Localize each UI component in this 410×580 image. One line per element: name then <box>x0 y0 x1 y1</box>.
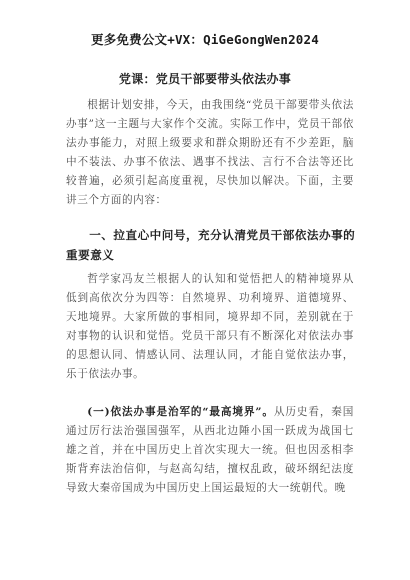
subsection-heading: (一)依法办事是治军的“最高境界”。 <box>87 406 274 418</box>
intro-paragraph: 根据计划安排，今天，由我围绕“党员干部要带头依法办事”这一主题与大家作个交流。实际工作中，党员干部依法办事能力，对照上级要求和群众期盼还有不少差距，脑中不装法、办事不依法、遇事不找法、言行不合法等还比较普遍，必须引起高度重视，尽快加以解决。下面，主要讲三个方面的内容： <box>66 99 354 206</box>
document-title: 党课：党员干部要带头依法办事 <box>118 72 292 86</box>
subsection-body: 从历史看，秦国通过厉行法治强国强军，从西北边陲小国一跃成为战国七雄之首，并在中国历史上首次实现大一统。但也因丞相李斯背弃法治信仰，与赵高勾结，擅权乱政，破坏纲纪法度导致大秦帝国成为中国历史上国运最短的大一统朝代。晚 <box>66 406 354 494</box>
subsection-paragraph <box>66 403 354 498</box>
section-1-paragraph: 哲学家冯友兰根据人的认知和觉悟把人的精神境界从低到高依次分为四等：自然境界、功利境界、道德境界、天地境界。大家所做的事相同，境界却不同，差别就在于对事物的认识和觉悟。党员干部只有不断深化对依法办事的思想认同、情感认同、法理认同，才能自觉依法办事，乐于依法办事。 <box>66 273 354 380</box>
section-heading-1: 一、拉直心中问号，充分认清党员干部依法办事的重要意义 <box>66 228 356 262</box>
header-note: 更多免费公文+VX：QiGeGongWen2024 <box>91 32 319 47</box>
